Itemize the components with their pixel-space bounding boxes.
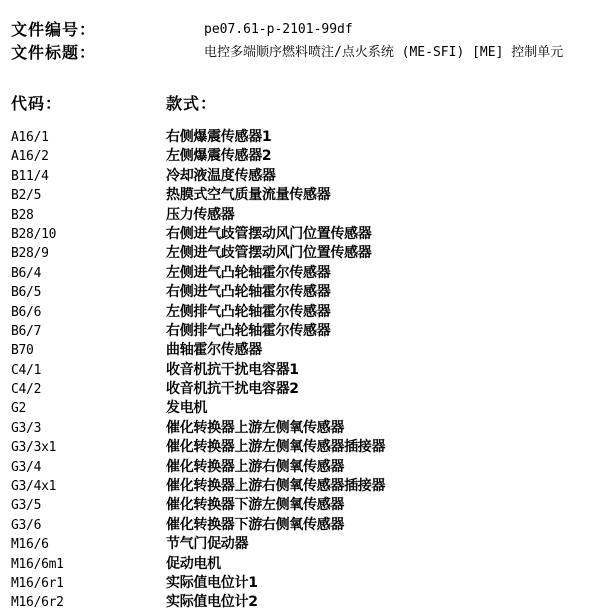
list-item	[0, 147, 601, 166]
list-item	[0, 186, 601, 205]
list-item	[0, 380, 601, 399]
component-code: B6/7	[11, 323, 42, 339]
component-description: 催化转换器上游左侧氧传感器	[166, 419, 345, 436]
component-description: 节气门促动器	[166, 536, 249, 553]
file-title-label: 文件标题：	[11, 43, 97, 62]
component-code: M16/6	[11, 537, 49, 553]
component-code: B6/4	[11, 265, 42, 281]
component-description: 右侧爆震传感器1	[166, 129, 272, 145]
component-description: 收音机抗干扰电容器2	[166, 381, 299, 398]
list-item	[0, 555, 601, 574]
list-item	[0, 496, 601, 515]
list-item	[0, 438, 601, 457]
component-description: 左侧进气凸轮轴霍尔传感器	[166, 264, 331, 281]
list-item	[0, 458, 601, 477]
list-item	[0, 361, 601, 380]
component-code: G2	[11, 401, 27, 417]
component-code: B11/4	[11, 168, 49, 184]
file-title-value: 电控多端顺序燃料喷注/点火系统 (ME-SFI) [ME] 控制单元	[204, 45, 564, 60]
component-code: B6/5	[11, 285, 42, 301]
component-description: 曲轴霍尔传感器	[166, 342, 262, 359]
component-description: 催化转换器上游左侧氧传感器插接器	[166, 439, 386, 456]
component-code: G3/6	[11, 517, 42, 533]
component-code: C4/2	[11, 382, 42, 398]
component-code: B6/6	[11, 304, 42, 320]
code-column-header: 代码：	[11, 94, 63, 113]
component-code: A16/2	[11, 149, 49, 165]
component-description: 右侧进气凸轮轴霍尔传感器	[166, 284, 331, 301]
component-description: 发电机	[166, 400, 208, 417]
component-code: B2/5	[11, 188, 42, 204]
component-description: 催化转换器上游右侧氧传感器插接器	[166, 478, 386, 495]
component-description: 压力传感器	[166, 206, 235, 223]
component-list	[0, 128, 601, 613]
list-item	[0, 128, 601, 147]
list-item	[0, 264, 601, 283]
component-code: M16/6r2	[11, 595, 64, 611]
component-code: G3/5	[11, 498, 42, 514]
list-item	[0, 516, 601, 535]
list-item	[0, 593, 601, 612]
component-code: M16/6m1	[11, 556, 64, 572]
list-item	[0, 574, 601, 593]
list-item	[0, 399, 601, 418]
component-description: 收音机抗干扰电容器1	[166, 361, 299, 378]
list-item	[0, 225, 601, 244]
list-item	[0, 341, 601, 360]
component-code: B28/10	[11, 226, 57, 242]
component-description: 冷却液温度传感器	[166, 167, 276, 184]
component-description: 左侧排气凸轮轴霍尔传感器	[166, 303, 331, 320]
component-description: 左侧进气歧管摆动风门位置传感器	[166, 245, 372, 262]
list-item	[0, 419, 601, 438]
component-code: B70	[11, 343, 34, 359]
list-item	[0, 477, 601, 496]
component-code: G3/4	[11, 459, 42, 475]
component-code: G3/3x1	[11, 440, 57, 456]
component-description: 右侧排气凸轮轴霍尔传感器	[166, 322, 331, 339]
component-description: 右侧进气歧管摆动风门位置传感器	[166, 225, 372, 242]
component-description: 催化转换器下游左侧氧传感器	[166, 497, 345, 514]
component-description: 左侧爆震传感器2	[166, 148, 272, 165]
list-item	[0, 244, 601, 263]
component-code: C4/1	[11, 362, 42, 378]
component-description: 催化转换器下游右侧氧传感器	[166, 516, 345, 533]
file-number-label: 文件编号：	[11, 20, 97, 39]
list-item	[0, 283, 601, 302]
file-number-value: pe07.61-p-2101-99df	[204, 22, 353, 37]
list-item	[0, 206, 601, 225]
component-code: B28/9	[11, 246, 49, 262]
component-code: G3/3	[11, 420, 42, 436]
component-code: G3/4x1	[11, 479, 57, 495]
component-code: A16/1	[11, 130, 49, 145]
item-column-header: 款式：	[166, 94, 218, 113]
component-description: 实际值电位计2	[166, 594, 258, 611]
component-code: B28	[11, 207, 34, 223]
list-item	[0, 535, 601, 554]
component-description: 实际值电位计1	[166, 574, 258, 591]
list-item	[0, 167, 601, 186]
component-code: M16/6r1	[11, 575, 64, 591]
component-description: 促动电机	[166, 555, 221, 572]
list-item	[0, 322, 601, 341]
component-description: 热膜式空气质量流量传感器	[166, 187, 331, 204]
component-description: 催化转换器上游右侧氧传感器	[166, 458, 345, 475]
list-item	[0, 303, 601, 322]
